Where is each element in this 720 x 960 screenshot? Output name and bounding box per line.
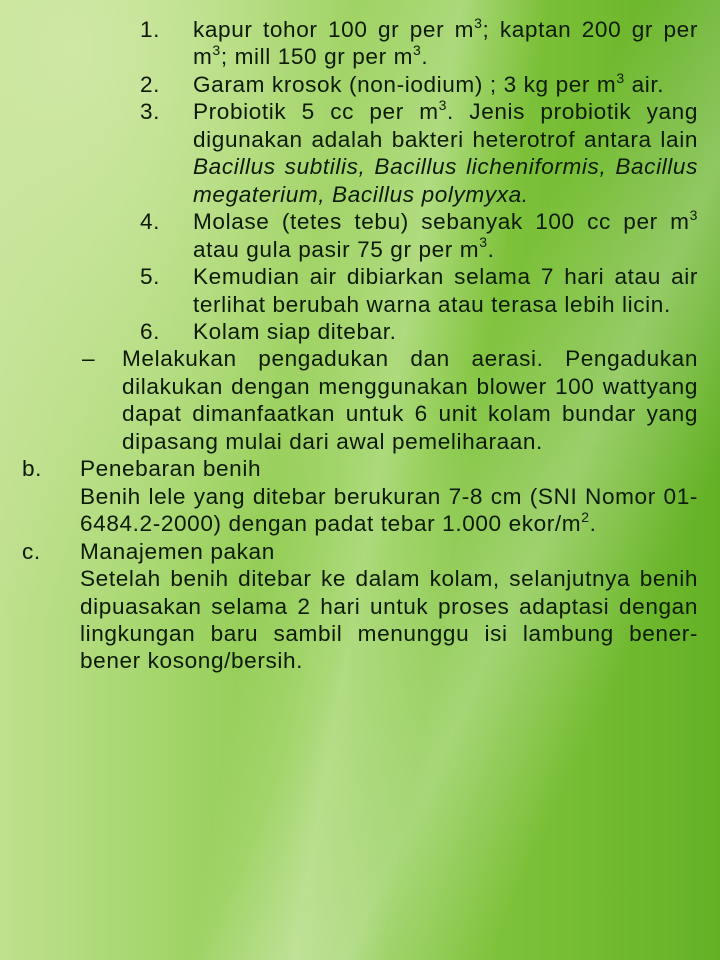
text-run: kapur tohor 100 gr per m [193,17,475,42]
superscript: 3 [479,234,488,251]
text-run: atau gula pasir 75 gr per m [193,236,480,262]
step-number: 5. [140,264,161,290]
numbered-steps-list [0,16,720,345]
numbered-step-item [0,208,720,263]
step-text [193,16,698,71]
numbered-step-item [0,318,720,345]
section-b-marker: b. [22,456,43,482]
section-c-paragraph [0,565,720,675]
slide-content [0,16,720,675]
section-b-title: Penebaran benih [80,456,262,482]
section-b-paragraph [0,483,720,538]
section-b-text [80,483,698,538]
superscript: 3 [212,42,221,59]
dash-bullet: – [82,346,96,372]
section-b-text-end: . [589,511,597,537]
text-run: Molase (tetes tebu) sebanyak 100 cc per m [193,209,690,235]
species-names-italic: Bacillus subtilis, Bacillus licheniformis, Bacillus megaterium, Bacillus polymyxa. [193,154,698,207]
text-run: Kolam siap ditebar. [193,318,397,344]
section-b-heading [0,455,720,482]
text-run: . [421,44,429,70]
step-text [193,208,698,263]
step-text [193,318,698,345]
section-c-heading [0,538,720,565]
section-b-text-main: Benih lele yang ditebar berukuran 7-8 cm (SNI Nomor 01-6484.2-2000) dengan padat tebar 1.000 ekor/m [80,483,698,537]
superscript: 3 [474,14,483,31]
section-c-title: Manajemen pakan [80,538,275,564]
text-run: . Jenis probiotik yang digunakan adalah bakteri heterotrof antara lain [193,99,698,152]
superscript: 3 [438,97,448,114]
step-text [193,71,698,98]
numbered-step-item [0,16,720,71]
numbered-step-item [0,263,720,318]
numbered-step-item [0,71,720,98]
dash-list-item-aeration [0,345,720,455]
superscript: 3 [413,42,422,59]
section-c-marker: c. [22,538,41,564]
section-c-text: Setelah benih ditebar ke dalam kolam, selanjutnya benih dipuasakan selama 2 hari untuk proses adaptasi dengan lingkungan baru sambil menunggu isi lambung bener-bener kosong/bersih. [80,566,698,674]
step-number: 6. [140,318,161,344]
text-run: air. [624,71,665,97]
superscript-2: 2 [581,508,590,525]
text-run: . [487,236,495,262]
step-text [193,98,698,208]
numbered-step-item [0,98,720,208]
step-number: 1. [140,17,161,42]
aeration-text: Melakukan pengadukan dan aerasi. Pengadukan dilakukan dengan menggunakan blower 100 wattyang dapat dimanfaatkan untuk 6 unit kolam bundar yang dipasang mulai dari awal pemeliharaan. [122,346,698,454]
text-run: Probiotik 5 cc per m [193,99,439,125]
step-number: 2. [140,71,161,97]
step-number: 4. [140,209,161,235]
text-run: ; kaptan 200 gr per m [193,17,698,70]
text-run: Garam krosok (non-iodium) ; 3 kg per m [193,71,617,97]
superscript: 3 [689,206,698,223]
step-number: 3. [140,99,161,125]
text-run: Kemudian air dibiarkan selama 7 hari atau air terlihat berubah warna atau terasa lebih licin. [193,264,698,317]
step-text [193,263,698,318]
superscript: 3 [616,69,625,86]
text-run: ; mill 150 gr per m [220,44,414,70]
